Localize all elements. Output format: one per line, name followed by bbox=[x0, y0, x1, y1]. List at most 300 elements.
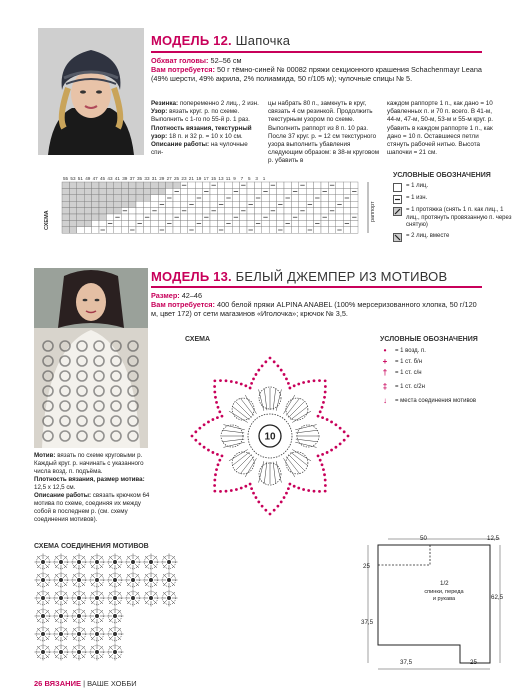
chart-cell bbox=[321, 201, 328, 207]
motif-chain-dot bbox=[255, 496, 258, 499]
join-motif-ray bbox=[99, 646, 103, 650]
dim-top-right: 12,5 bbox=[487, 535, 500, 542]
chart-cell bbox=[84, 208, 91, 214]
join-motif-ray bbox=[117, 574, 121, 578]
join-motif-ray bbox=[171, 556, 175, 560]
chart-cell bbox=[314, 182, 321, 188]
motif-chain-dot bbox=[235, 488, 238, 491]
chart-cell bbox=[180, 195, 187, 201]
join-motif-center bbox=[131, 578, 135, 582]
chart-cell bbox=[106, 214, 113, 220]
chart-cell bbox=[269, 188, 276, 194]
chart-repeat-label: раппорт bbox=[370, 201, 376, 222]
chart-row-number: 47 bbox=[92, 176, 98, 181]
motif-stitch bbox=[222, 430, 244, 433]
model-12-materials: Обхват головы: 52–56 см Вам потребуется: 50 г тёмно-синей № 00082 пряжи секционного крашения Schachenmayr Leana (49% шерсти, 49% акрила, 2% полиамида, 50 г/105 м); чулочные спицы № 5. bbox=[151, 56, 482, 83]
motif-chain-dot bbox=[339, 443, 342, 446]
chart-cell bbox=[151, 188, 158, 194]
chart-cell bbox=[69, 188, 76, 194]
chart-cell bbox=[99, 208, 106, 214]
chart-cell bbox=[136, 214, 143, 220]
chart-cell bbox=[240, 220, 247, 226]
chart-cell bbox=[136, 188, 143, 194]
join-motif-ray bbox=[117, 646, 121, 650]
motif-chain-dot bbox=[283, 496, 286, 499]
motif-chain-dot bbox=[213, 379, 216, 382]
motif-chain-dot bbox=[283, 373, 286, 376]
chart-side-label: СХЕМА bbox=[44, 210, 50, 230]
chart-cell bbox=[106, 227, 113, 233]
garment-pattern-diagram bbox=[360, 535, 510, 675]
join-motif-center bbox=[77, 578, 81, 582]
motif-chain-dot bbox=[252, 377, 255, 380]
join-motif-center bbox=[59, 560, 63, 564]
chart-row-number: 21 bbox=[188, 176, 194, 181]
join-motif-center bbox=[59, 596, 63, 600]
motif-stitch bbox=[229, 449, 248, 460]
chart-cell bbox=[210, 220, 217, 226]
chart-cell bbox=[217, 195, 224, 201]
join-motif-center bbox=[95, 632, 99, 636]
chart-cell bbox=[99, 182, 106, 188]
chart-cell bbox=[166, 201, 173, 207]
join-motif-ray bbox=[153, 574, 157, 578]
chart-cell bbox=[69, 201, 76, 207]
chart-cell bbox=[195, 188, 202, 194]
chart-row-number: 19 bbox=[196, 176, 202, 181]
motif-chain-dot bbox=[324, 490, 327, 493]
motif-crochet-diagram bbox=[180, 336, 360, 516]
join-motif-ray bbox=[45, 574, 49, 578]
model-13-legend: УСЛОВНЫЕ ОБОЗНАЧЕНИЯ • = 1 возд. п. + = 1 ст. б/н † = 1 ст. с/н ‡ = 1 ст. с/2н ↓ = места соединения мотивов bbox=[380, 336, 478, 405]
chart-cell bbox=[84, 182, 91, 188]
motif-chain-dot bbox=[213, 490, 216, 493]
motif-chain-dot bbox=[213, 385, 216, 388]
chart-cell bbox=[77, 201, 84, 207]
model-12-title: МОДЕЛЬ 12. Шапочка bbox=[151, 33, 291, 48]
join-motif-ray bbox=[45, 556, 49, 560]
chart-cell bbox=[284, 208, 291, 214]
motif-chain-dot bbox=[330, 449, 333, 452]
chart-cell bbox=[151, 227, 158, 233]
chart-cell bbox=[291, 182, 298, 188]
chart-cell bbox=[299, 188, 306, 194]
join-motif-center bbox=[95, 650, 99, 654]
motif-chain-dot bbox=[319, 410, 322, 413]
chart-cell bbox=[99, 195, 106, 201]
motif-chain-dot bbox=[257, 501, 260, 504]
chart-cell bbox=[129, 182, 136, 188]
motif-chain-dot bbox=[317, 454, 320, 457]
motif-chain-dot bbox=[324, 479, 327, 482]
join-motif-center bbox=[59, 578, 63, 582]
chart-cell bbox=[114, 188, 121, 194]
join-motif-ray bbox=[153, 556, 157, 560]
chart-cell bbox=[269, 227, 276, 233]
chart-cell bbox=[114, 208, 121, 214]
chart-cell bbox=[106, 182, 113, 188]
chart-cell bbox=[92, 182, 99, 188]
chart-cell bbox=[136, 195, 143, 201]
chart-cell bbox=[151, 214, 158, 220]
chart-cell bbox=[321, 208, 328, 214]
motif-chain-dot bbox=[244, 485, 247, 488]
chart-cell bbox=[121, 227, 128, 233]
chart-cell bbox=[232, 201, 239, 207]
chart-cell bbox=[284, 227, 291, 233]
join-motif-center bbox=[41, 596, 45, 600]
motif-join-diagram bbox=[34, 553, 184, 671]
chart-cell bbox=[121, 214, 128, 220]
join-motif-center bbox=[95, 560, 99, 564]
chart-row-number: 33 bbox=[144, 176, 150, 181]
chart-cell bbox=[299, 201, 306, 207]
motif-chain-dot bbox=[324, 379, 327, 382]
chart-cell bbox=[143, 208, 150, 214]
join-motif-ray bbox=[99, 556, 103, 560]
motif-chain-dot bbox=[307, 380, 310, 383]
motif-stitch bbox=[264, 462, 267, 484]
motif-chain-dot bbox=[324, 391, 327, 394]
chart-cell bbox=[129, 195, 136, 201]
chart-cell bbox=[129, 188, 136, 194]
join-motif-center bbox=[167, 596, 171, 600]
motif-chain-dot bbox=[280, 369, 283, 372]
single-crochet-icon: + bbox=[382, 357, 388, 366]
motif-chain-dot bbox=[269, 513, 272, 516]
chart-cell bbox=[321, 182, 328, 188]
chart-cell bbox=[306, 220, 313, 226]
chart-cell bbox=[166, 182, 173, 188]
chart-cell bbox=[188, 182, 195, 188]
motif-chain-dot bbox=[288, 387, 291, 390]
chart-cell bbox=[217, 220, 224, 226]
motif-chain-dot bbox=[213, 484, 216, 487]
motif-chain-dot bbox=[264, 360, 267, 363]
chart-cell bbox=[254, 208, 261, 214]
join-motif-ray bbox=[135, 574, 139, 578]
join-motif-center bbox=[95, 596, 99, 600]
chart-cell bbox=[151, 201, 158, 207]
join-motif-center bbox=[77, 614, 81, 618]
chart-cell bbox=[343, 182, 350, 188]
motif-stitch bbox=[295, 425, 316, 430]
join-motif-ray bbox=[135, 556, 139, 560]
chart-cell bbox=[336, 188, 343, 194]
chart-cell bbox=[62, 214, 69, 220]
chart-cell bbox=[92, 188, 99, 194]
chart-cell bbox=[62, 208, 69, 214]
chart-cell bbox=[232, 220, 239, 226]
motif-chain-dot bbox=[280, 501, 283, 504]
motif-stitch bbox=[273, 462, 276, 484]
join-motif-center bbox=[41, 614, 45, 618]
motif-chain-dot bbox=[321, 416, 324, 419]
join-motif-center bbox=[113, 596, 117, 600]
chart-cell bbox=[284, 182, 291, 188]
chart-cell bbox=[306, 208, 313, 214]
chart-cell bbox=[247, 208, 254, 214]
chart-cell bbox=[158, 182, 165, 188]
chart-cell bbox=[173, 182, 180, 188]
chart-cell bbox=[173, 208, 180, 214]
join-motif-ray bbox=[171, 592, 175, 596]
motif-stitch bbox=[276, 389, 281, 410]
chart-cell bbox=[180, 188, 187, 194]
chart-cell bbox=[210, 195, 217, 201]
join-motif-center bbox=[113, 560, 117, 564]
motif-stitch bbox=[223, 442, 244, 447]
motif-chain-dot bbox=[323, 473, 326, 476]
knit-two-together-icon bbox=[393, 233, 402, 242]
chart-row-number: 37 bbox=[129, 176, 135, 181]
motif-center-number: 10 bbox=[264, 431, 276, 443]
chart-cell bbox=[195, 208, 202, 214]
join-motif-ray bbox=[63, 610, 67, 614]
dim-bottom-left: 37,5 bbox=[400, 659, 413, 666]
chart-cell bbox=[262, 220, 269, 226]
chart-cell bbox=[121, 195, 128, 201]
motif-chain-dot bbox=[330, 421, 333, 424]
chart-cell bbox=[114, 220, 121, 226]
chart-cell bbox=[180, 227, 187, 233]
chart-cell bbox=[77, 182, 84, 188]
page-footer: 26 ВЯЗАНИЕ | ВАШЕ ХОББИ bbox=[34, 679, 137, 688]
chart-row-number: 29 bbox=[159, 176, 165, 181]
motif-chain-dot bbox=[257, 369, 260, 372]
chart-cell bbox=[351, 220, 358, 226]
motif-chain-dot bbox=[321, 463, 324, 466]
chain-stitch-icon: • bbox=[383, 346, 387, 355]
model-13-title: МОДЕЛЬ 13. БЕЛЫЙ ДЖЕМПЕР ИЗ МОТИВОВ bbox=[151, 269, 448, 284]
chart-cell bbox=[114, 201, 121, 207]
chart-cell bbox=[284, 188, 291, 194]
motif-chain-dot bbox=[225, 379, 228, 382]
motif-chain-dot bbox=[264, 509, 267, 512]
chart-cell bbox=[247, 214, 254, 220]
chart-cell bbox=[343, 214, 350, 220]
chart-cell bbox=[166, 208, 173, 214]
chart-cell bbox=[77, 227, 84, 233]
chart-cell bbox=[195, 201, 202, 207]
chart-cell bbox=[121, 220, 128, 226]
motif-chain-dot bbox=[207, 449, 210, 452]
chart-cell bbox=[343, 188, 350, 194]
motif-chain-dot bbox=[322, 468, 325, 471]
model-12-legend: УСЛОВНЫЕ ОБОЗНАЧЕНИЯ = 1 лиц. = 1 изн. = 1 протяжка (снять 1 п. как лиц., 1 лиц., протянуть провязанную п. через снятую) = 2 лиц. вместе bbox=[393, 172, 513, 245]
motif-chain-dot bbox=[318, 379, 321, 382]
join-motif-center bbox=[149, 560, 153, 564]
join-motif-ray bbox=[153, 592, 157, 596]
motif-chain-dot bbox=[217, 406, 220, 409]
motif-chain-dot bbox=[249, 387, 252, 390]
motif-chain-dot bbox=[218, 410, 221, 413]
chart-cell bbox=[180, 201, 187, 207]
chart-cell bbox=[203, 227, 210, 233]
chart-cell bbox=[77, 195, 84, 201]
motif-stitch bbox=[222, 439, 244, 442]
chart-cell bbox=[62, 227, 69, 233]
chart-cell bbox=[106, 208, 113, 214]
chart-cell bbox=[203, 220, 210, 226]
motif-chain-dot bbox=[321, 406, 324, 409]
chart-cell bbox=[351, 182, 358, 188]
chart-cell bbox=[151, 182, 158, 188]
motif-stitch bbox=[283, 395, 294, 414]
motif-chain-dot bbox=[335, 423, 338, 426]
chart-cell bbox=[188, 220, 195, 226]
chart-cell bbox=[291, 220, 298, 226]
join-motif-ray bbox=[81, 610, 85, 614]
chart-cell bbox=[254, 182, 261, 188]
motif-chain-dot bbox=[213, 479, 216, 482]
motif-chain-dot bbox=[235, 381, 238, 384]
chart-cell bbox=[262, 195, 269, 201]
motif-chain-dot bbox=[323, 396, 326, 399]
chart-cell bbox=[232, 182, 239, 188]
motif-chain-dot bbox=[255, 373, 258, 376]
chart-cell bbox=[166, 188, 173, 194]
join-motif-center bbox=[59, 614, 63, 618]
join-motif-center bbox=[77, 632, 81, 636]
chart-cell bbox=[336, 220, 343, 226]
chart-cell bbox=[99, 188, 106, 194]
join-motif-ray bbox=[63, 556, 67, 560]
dim-left-bottom: 37,5 bbox=[361, 619, 374, 626]
motif-chain-dot bbox=[244, 384, 247, 387]
chart-cell bbox=[203, 195, 210, 201]
motif-chain-dot bbox=[285, 492, 288, 495]
chart-row-number: 9 bbox=[233, 176, 236, 181]
chart-cell bbox=[99, 214, 106, 220]
chart-cell bbox=[114, 195, 121, 201]
chart-cell bbox=[62, 182, 69, 188]
chart-cell bbox=[240, 195, 247, 201]
chart-cell bbox=[328, 227, 335, 233]
motif-chain-dot bbox=[261, 364, 264, 367]
chart-cell bbox=[210, 188, 217, 194]
motif-chain-dot bbox=[287, 487, 290, 490]
chart-cell bbox=[158, 214, 165, 220]
chart-cell bbox=[62, 188, 69, 194]
chart-row-number: 31 bbox=[151, 176, 157, 181]
chart-cell bbox=[240, 201, 247, 207]
chart-cell bbox=[306, 182, 313, 188]
motif-chain-dot bbox=[250, 487, 253, 490]
chart-cell bbox=[225, 188, 232, 194]
chart-cell bbox=[291, 208, 298, 214]
chart-cell bbox=[77, 208, 84, 214]
dim-right: 62,5 bbox=[491, 594, 504, 601]
chart-cell bbox=[321, 220, 328, 226]
chart-cell bbox=[62, 220, 69, 226]
chart-cell bbox=[225, 214, 232, 220]
motif-chain-dot bbox=[277, 505, 280, 508]
join-motif-center bbox=[41, 578, 45, 582]
chart-cell bbox=[217, 214, 224, 220]
chart-row-number: 7 bbox=[240, 176, 244, 181]
chart-row-number: 53 bbox=[70, 176, 76, 181]
join-motif-center bbox=[41, 650, 45, 654]
chart-row-number: 13 bbox=[218, 176, 224, 181]
motif-chain-dot bbox=[293, 384, 296, 387]
chart-cell bbox=[158, 188, 165, 194]
chart-cell bbox=[158, 208, 165, 214]
motif-stitch bbox=[245, 395, 256, 414]
chart-cell bbox=[136, 208, 143, 214]
chart-cell bbox=[69, 195, 76, 201]
motif-chain-dot bbox=[273, 509, 276, 512]
join-motif-ray bbox=[63, 646, 67, 650]
chart-cell bbox=[188, 208, 195, 214]
chart-cell bbox=[129, 214, 136, 220]
motif-chain-dot bbox=[207, 421, 210, 424]
motif-schema-label: СХЕМА bbox=[185, 336, 211, 343]
chart-cell bbox=[92, 220, 99, 226]
motif-chain-dot bbox=[216, 453, 219, 456]
chart-cell bbox=[173, 227, 180, 233]
motif-chain-dot bbox=[218, 459, 221, 462]
join-motif-ray bbox=[117, 610, 121, 614]
join-motif-ray bbox=[81, 556, 85, 560]
join-motif-center bbox=[95, 578, 99, 582]
dim-bottom-right: 25 bbox=[470, 659, 477, 666]
chart-cell bbox=[136, 182, 143, 188]
chart-cell bbox=[114, 182, 121, 188]
join-motif-ray bbox=[135, 592, 139, 596]
chart-cell bbox=[343, 208, 350, 214]
motif-chain-dot bbox=[285, 377, 288, 380]
chart-cell bbox=[106, 188, 113, 194]
chart-cell bbox=[203, 182, 210, 188]
chart-cell bbox=[92, 214, 99, 220]
chart-cell bbox=[314, 201, 321, 207]
chart-cell bbox=[232, 208, 239, 214]
join-motif-ray bbox=[81, 592, 85, 596]
chart-cell bbox=[166, 227, 173, 233]
chart-cell bbox=[321, 227, 328, 233]
chart-row-number: 27 bbox=[166, 176, 172, 181]
chart-cell bbox=[247, 220, 254, 226]
motif-chain-dot bbox=[214, 396, 217, 399]
chart-cell bbox=[180, 214, 187, 220]
chart-cell bbox=[299, 227, 306, 233]
chart-cell bbox=[158, 220, 165, 226]
chart-cell bbox=[328, 188, 335, 194]
pattern-parts-label: спинки, переда и рукава bbox=[424, 589, 464, 602]
chart-cell bbox=[314, 188, 321, 194]
chart-row-number: 39 bbox=[122, 176, 128, 181]
chart-cell bbox=[210, 227, 217, 233]
chart-cell bbox=[254, 201, 261, 207]
motif-stitch bbox=[273, 388, 276, 410]
chart-cell bbox=[225, 201, 232, 207]
motif-chain-dot bbox=[215, 468, 218, 471]
chart-cell bbox=[114, 227, 121, 233]
join-motif-ray bbox=[99, 610, 103, 614]
join-motif-center bbox=[77, 650, 81, 654]
chart-cell bbox=[269, 214, 276, 220]
chart-cell bbox=[77, 220, 84, 226]
motif-chain-dot bbox=[318, 490, 321, 493]
chart-cell bbox=[328, 195, 335, 201]
chart-cell bbox=[69, 214, 76, 220]
chart-cell bbox=[84, 188, 91, 194]
chart-cell bbox=[247, 188, 254, 194]
chart-cell bbox=[247, 195, 254, 201]
chart-cell bbox=[62, 195, 69, 201]
chart-cell bbox=[240, 227, 247, 233]
